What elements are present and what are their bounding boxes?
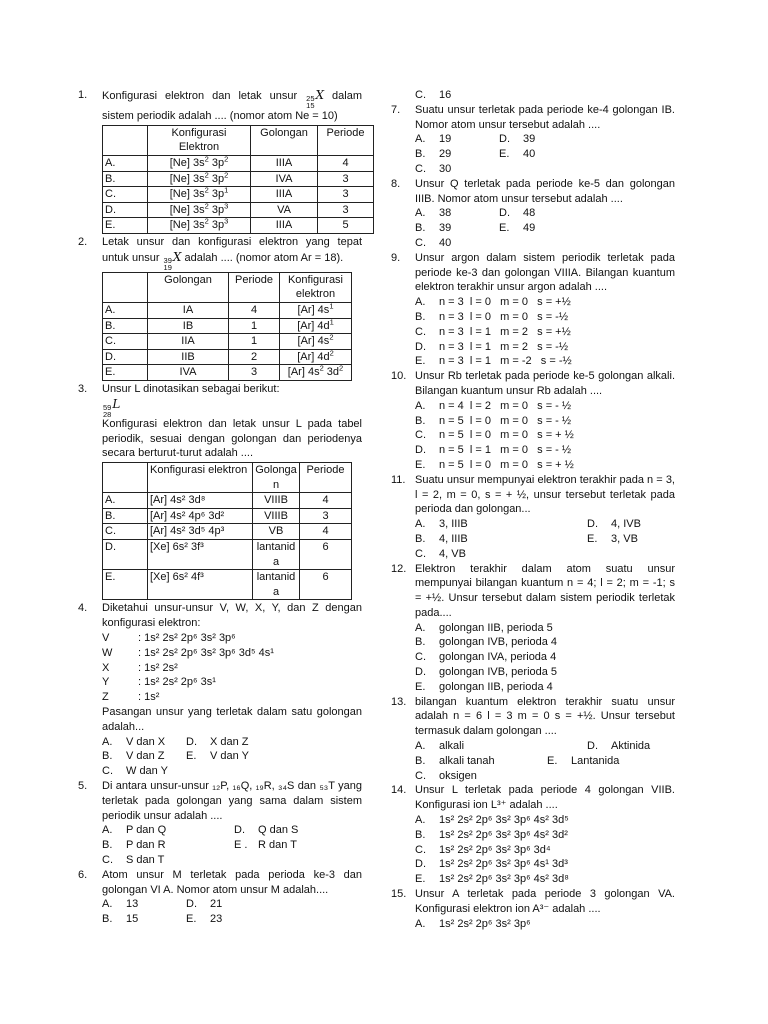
option-row: A. n = 3 l = 0 m = 0 s = +½ [415,296,571,309]
question-number: 7. [391,103,401,116]
question-number: 10. [391,370,407,383]
option-row: E. 1s² 2s² 2p⁶ 3s² 3p⁶ 4s² 3d⁸ [415,873,569,886]
option-row: C. S dan T [102,853,165,866]
option-row: A. V dan X D. X dan Z [102,735,249,748]
question-number: 13. [391,695,407,708]
question-2 [78,235,362,381]
table-row: B. IB 1 [Ar] $4d^1$ [103,318,352,334]
question-text: Pasangan unsur yang terletak dalam satu golongan adalah... [102,706,362,733]
question-12 [391,562,675,695]
option-row: D. golongan IVB, perioda 5 [415,666,558,679]
table-header-row: Golongan Periode Konfigurasi elektron [103,272,352,302]
option-row: A. 1s² 2s² 2p⁶ 3s² 3p⁶ [415,917,531,930]
answer-table [102,462,352,600]
question-5 [78,779,362,868]
option-row: A. P dan Q D. Q dan S [102,824,299,837]
option-row: A. n = 4 l = 2 m = 0 s = - ½ [415,399,572,412]
question-number: 2. [78,235,88,248]
option-row: D. 1s² 2s² 2p⁶ 3s² 3p⁶ 4s¹ 3d³ [415,858,568,871]
question-text: Unsur L dinotasikan sebagai berikut: [102,382,280,395]
table-row: C. [Ne] $3s^2$ $3p^1$ IIIA 3 [103,187,374,203]
table-row: B. [Ar] 4s² 4p⁶ 3d² VIIIB 3 [103,508,352,524]
question-4 [78,601,362,779]
question-number: 14. [391,784,407,797]
question-text: Diketahui unsur-unsur V, W, X, Y, dan Z dengan konfigurasi elektron: [102,602,362,630]
table-row: A. IA 4 [Ar] $4s^1$ [103,302,352,318]
table-header-row: Konfigurasi Elektron Golongan Periode [103,125,374,155]
option-row: B. 29 E. 40 [415,148,536,161]
question-number: 5. [78,780,88,792]
question-text: Konfigurasi elektron dan letak unsur 25 15 X dalam sistem periodik adalah .... (nomor atom Ne = 10) [102,88,363,122]
option-row: B. n = 5 l = 0 m = 0 s = - ½ [415,414,572,427]
question-text: Konfigurasi elektron dan letak unsur L pada tabel periodik, sesuai dengan golongan dan periodenya secara berturut-turut adalah .... [102,417,362,460]
option-row: E. golongan IIB, perioda 4 [415,680,553,693]
option-row: C. 1s² 2s² 2p⁶ 3s² 3p⁶ 3d⁴ [415,843,551,856]
question-text: Elektron terakhir dalam atom suatu unsur mempunyai bilangan kuantum n = 4; l = 2; m = -1; s = +½. Unsur tersebut dalam sistem periodik terletak pada.... [415,562,675,619]
table-row: C. IIA 1 [Ar] $4s^2$ [103,334,352,350]
question-13 [391,695,675,784]
question-3 [78,382,362,601]
table-row: A. [Ne] $3s^2$ $3p^2$ IIIA 4 [103,155,374,171]
option-row: C. 40 [415,236,452,249]
question-number: 9. [391,251,401,264]
option-row: A. 38 D. 48 [415,207,536,220]
option-row: C. n = 5 l = 0 m = 0 s = + ½ [415,429,574,442]
question-text: Suatu unsur terletak pada periode ke-4 golongan IB. Nomor atom unsur tersebut adalah .... [415,103,675,131]
question-14 [391,783,675,887]
answer-table [102,272,352,381]
question-9 [391,251,675,369]
question-text: bilangan kuantum elektron terakhir suatu unsur adalah n = 6 l = 3 m = 0 s = +½. Unsur tersebut termasuk dalam golongan .... [415,695,675,738]
nuclide-notation: 59 28 L [103,396,121,419]
question-6-continued [391,88,675,103]
list-item: Y : 1s² 2s² 2p⁶ 3s¹ [102,676,216,689]
option-row: B. alkali tanah E. Lantanida [415,754,620,767]
question-text: Di antara unsur-unsur ₁₂P, ₁₆Q, ₁₉R, ₃₄S dan ₅₃T yang terletak pada golongan yang sama dalam sistem periodik unsur adalah .... [102,780,362,822]
right-column [391,88,675,931]
option-row: C. golongan IVA, perioda 4 [415,651,557,664]
option-row: B. P dan R E . R dan T [102,839,297,852]
option-row: C. 16 [415,89,452,101]
question-number: 4. [78,602,88,615]
option-row: A. 13 D. 21 [102,898,223,911]
question-6 [78,868,362,927]
option-row: D. n = 3 l = 1 m = 2 s = -½ [415,340,569,353]
table-row: D. IIB 2 [Ar] $4d^2$ [103,349,352,365]
left-column [78,88,365,927]
option-row: B. golongan IVB, perioda 4 [415,636,558,649]
question-number: 12. [391,562,407,575]
question-number: 11. [391,473,406,486]
option-row: B. n = 3 l = 0 m = 0 s = -½ [415,310,569,323]
table-row: D. [Xe] 6s² 3f³ lantanida 6 [103,540,352,570]
table-row: C. [Ar] 4s² 3d⁵ 4p³ VB 4 [103,524,352,540]
option-row: D. n = 5 l = 1 m = 0 s = - ½ [415,444,572,457]
question-text: Unsur Rb terletak pada periode ke-5 golongan alkali. Bilangan kuantum unsur Rb adalah .... [415,370,675,397]
nuclide-notation: 39 19 [163,255,172,272]
question-number: 15. [391,888,407,901]
table-row: E. [Xe] 6s² 4f³ lantanida 6 [103,570,352,600]
option-row: A. 3, IIIB D. 4, IVB [415,518,641,531]
question-number: 6. [78,868,88,881]
option-row: A. golongan IIB, perioda 5 [415,621,553,634]
option-row: C. W dan Y [102,765,168,778]
question-number: 1. [78,89,88,101]
table-row: B. [Ne] $3s^2$ $3p^2$ IVA 3 [103,171,374,187]
question-text: Suatu unsur mempunyai elektron terakhir pada n = 3, l = 2, m = 0, s = + ½, unsur tersebut terletak pada perioda dan golongan... [415,473,675,516]
table-row: D. [Ne] $3s^2$ $3p^3$ VA 3 [103,202,374,218]
list-item: Z : 1s² [102,691,160,704]
option-row: A. 19 D. 39 [415,133,536,146]
option-row: C. 30 [415,162,452,175]
question-text: Unsur argon dalam sistem periodik terletak pada periode ke-3 dan golongan VIIIA. Bilangan kuantum elektron terakhir unsur argon adalah .... [415,251,675,294]
question-text: Unsur L terletak pada periode 4 golongan VIIB. Konfigurasi ion L³⁺ adalah .... [415,784,675,812]
table-row: E. [Ne] $3s^2$ $3p^3$ IIIA 5 [103,218,374,234]
option-row: A. alkali D. Aktinida [415,740,651,753]
option-row: C. 4, VB [415,547,466,560]
question-7 [391,103,675,177]
table-row: E. IVA 3 [Ar] $4s^2$ $3d^2$ [103,365,352,381]
question-number: 8. [391,177,401,190]
question-text: Letak unsur dan konfigurasi elektron yang tepat untuk unsur 39 19 X adalah .... (nomor atom Ar = 18). [102,235,362,272]
table-header-row: Konfigurasi elektron Golongan Periode [103,463,352,493]
option-row: E. n = 3 l = 1 m = -2 s = -½ [415,355,572,368]
option-row: E. n = 5 l = 0 m = 0 s = + ½ [415,458,574,471]
table-row: A. [Ar] 4s² 3d⁸ VIIIB 4 [103,493,352,509]
question-text: Unsur Q terletak pada periode ke-5 dan golongan IIIB. Nomor atom unsur tersebut adalah .... [415,177,675,205]
option-row: C. n = 3 l = 1 m = 2 s = +½ [415,325,571,338]
nuclide-notation: 25 15 [306,94,315,110]
question-text: Atom unsur M terletak pada perioda ke-3 dan golongan VI A. Nomor atom unsur M adalah.... [102,868,362,896]
option-row: B. 1s² 2s² 2p⁶ 3s² 3p⁶ 4s² 3d² [415,828,568,841]
option-row: B. 39 E. 49 [415,222,536,235]
list-item: W : 1s² 2s² 2p⁶ 3s² 3p⁶ 3d⁵ 4s¹ [102,646,274,659]
question-text: Unsur A terletak pada periode 3 golongan VA. Konfigurasi elektron ion A³⁻ adalah .... [415,888,675,915]
answer-table [102,125,374,234]
question-8 [391,177,675,251]
question-1 [78,88,365,234]
question-15 [391,887,675,931]
option-row: A. 1s² 2s² 2p⁶ 3s² 3p⁶ 4s² 3d⁵ [415,814,569,827]
question-11 [391,473,675,562]
list-item: X : 1s² 2s² [102,661,178,674]
option-row: C. oksigen [415,769,477,782]
question-10 [391,369,675,473]
option-row: B. 15 E. 23 [102,913,223,926]
list-item: V : 1s² 2s² 2p⁶ 3s² 3p⁶ [102,632,236,645]
question-number: 3. [78,382,88,395]
option-row: B. V dan Z E. V dan Y [102,750,249,763]
option-row: B. 4, IIIB E. 3, VB [415,532,638,545]
